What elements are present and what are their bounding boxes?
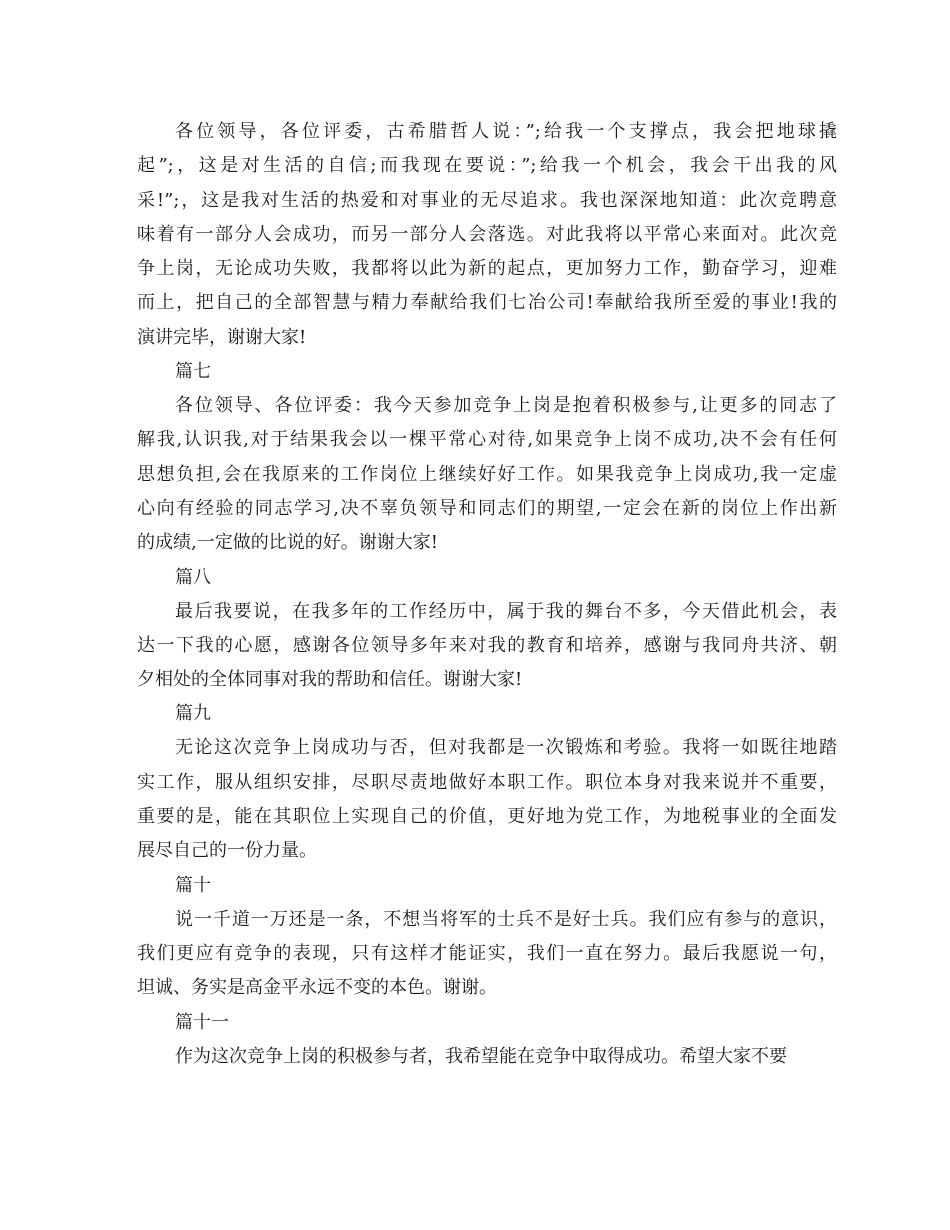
text-line: 我们更应有竞争的表现，只有这样才能证实，我们一直在努力。最后我愿说一句，	[137, 942, 837, 964]
document-section	[137, 697, 837, 868]
section-heading: 篇九	[175, 703, 211, 725]
text-line: 各位领导、各位评委：我今天参加竞争上岗是抱着积极参与,让更多的同志了	[175, 395, 837, 417]
section-heading: 篇八	[175, 566, 211, 588]
text-line: 解我,认识我,对于结果我会以一棵平常心对待,如果竞争上岗不成功,决不会有任何	[137, 429, 837, 451]
paragraph	[137, 595, 837, 698]
text-line: 重要的是，能在其职位上实现自己的价值，更好地为党工作，为地税事业的全面发	[137, 806, 837, 828]
text-line: 思想负担,会在我原来的工作岗位上继续好好工作。如果我竞争上岗成功,我一定虚	[137, 463, 837, 485]
text-line: 心向有经验的同志学习,决不辜负领导和同志们的期望,一定会在新的岗位上作出新	[137, 497, 837, 519]
text-line: 展尽自己的一份力量。	[137, 840, 317, 862]
text-line: 坦诚、务实是高金平永远不变的本色。谢谢。	[137, 977, 497, 999]
section-heading: 篇十	[175, 874, 211, 896]
text-line: 而上，把自己的全部智慧与精力奉献给我们七冶公司!奉献给我所至爱的事业!我的	[137, 292, 837, 314]
text-line: 演讲完毕，谢谢大家!	[137, 326, 307, 348]
text-line: 各位领导，各位评委，古希腊哲人说：”;给我一个支撑点，我会把地球撬	[175, 121, 837, 142]
paragraph	[137, 389, 837, 560]
document-section	[137, 115, 837, 355]
text-line: 无论这次竞争上岗成功与否，但对我都是一次锻炼和考验。我将一如既往地踏	[175, 737, 837, 759]
text-line: 争上岗，无论成功失败，我都将以此为新的起点，更加努力工作，勤奋学习，迎难	[137, 258, 837, 280]
paragraph	[137, 903, 837, 1006]
document-page	[137, 115, 837, 1074]
text-line: 作为这次竞争上岗的积极参与者，我希望能在竞争中取得成功。希望大家不要	[175, 1045, 787, 1067]
paragraph	[137, 115, 837, 355]
document-section	[137, 355, 837, 560]
text-line: 起”;，这是对生活的自信;而我现在要说：”;给我一个机会，我会干出我的风	[137, 155, 837, 177]
document-section	[137, 1006, 837, 1074]
document-section	[137, 869, 837, 1006]
paragraph	[137, 1040, 837, 1074]
text-line: 味着有一部分人会成功，而另一部分人会落选。对此我将以平常心来面对。此次竞	[137, 223, 837, 245]
text-line: 的成绩,一定做的比说的好。谢谢大家!	[137, 532, 438, 554]
text-line: 采!”;，这是我对生活的热爱和对事业的无尽追求。我也深深地知道：此次竞聘意	[137, 189, 837, 211]
text-line: 夕相处的全体同事对我的帮助和信任。谢谢大家!	[137, 669, 523, 691]
text-line: 实工作，服从组织安排，尽职尽责地做好本职工作。职位本身对我来说并不重要，	[137, 771, 837, 793]
paragraph	[137, 731, 837, 868]
text-line: 达一下我的心愿，感谢各位领导多年来对我的教育和培养，感谢与我同舟共济、朝	[137, 634, 837, 656]
text-line: 最后我要说，在我多年的工作经历中，属于我的舞台不多，今天借此机会，表	[175, 600, 837, 622]
section-heading: 篇七	[175, 361, 211, 383]
text-line: 说一千道一万还是一条，不想当将军的士兵不是好士兵。我们应有参与的意识，	[175, 908, 837, 930]
section-heading: 篇十一	[175, 1011, 229, 1033]
document-section	[137, 561, 837, 698]
